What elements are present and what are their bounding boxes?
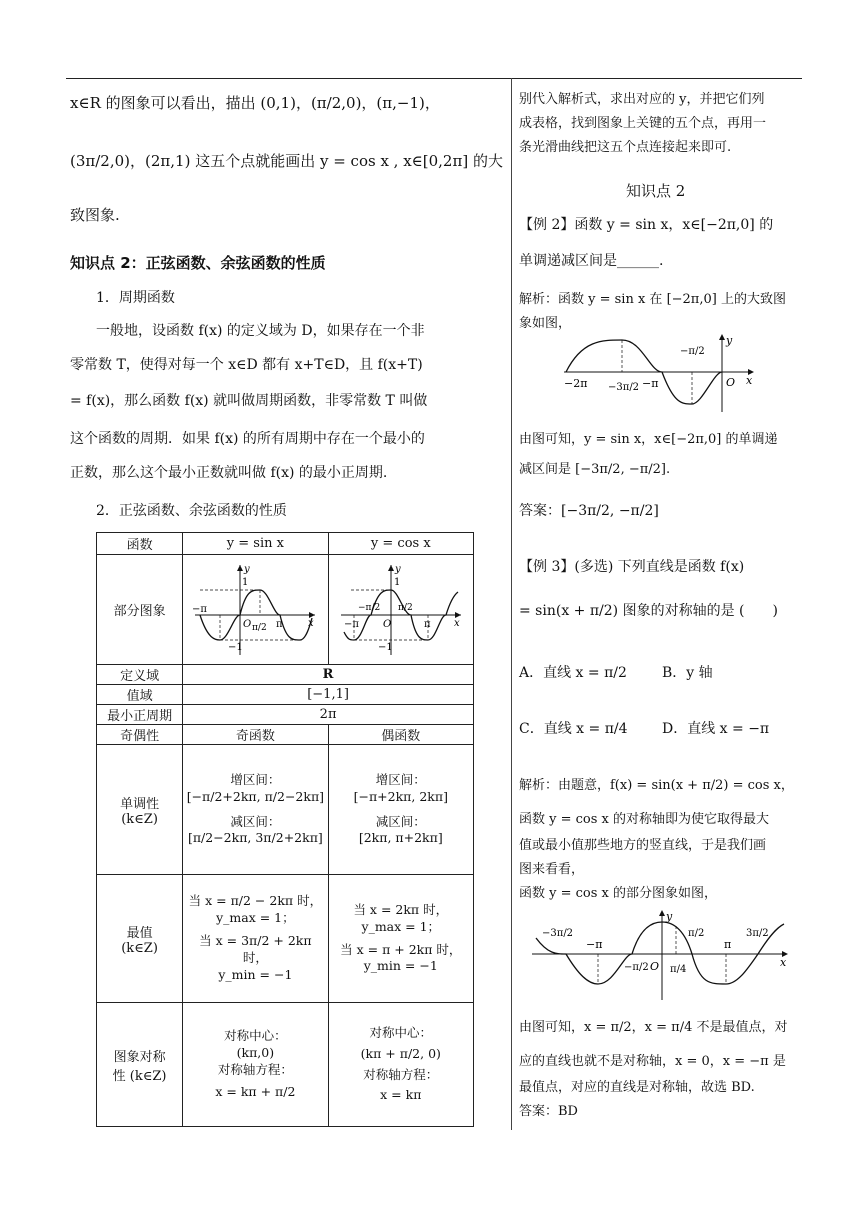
fig2-label-x: x (780, 956, 787, 969)
table-row (97, 665, 474, 685)
cos-parity: 偶函数 (328, 725, 473, 745)
para-line: = f(x)，那么函数 f(x) 就叫做周期函数，非零常数 T 叫做 (70, 393, 428, 409)
sin-symmetry (183, 1003, 328, 1127)
row-label: 部分图象 (97, 555, 183, 665)
example3-answer: 答案：BD (519, 1104, 578, 1119)
subheading-periodic: 1．周期函数 (96, 290, 175, 306)
fig1-label-y: y (726, 334, 733, 347)
table-row (97, 705, 474, 725)
para-line: 一般地，设函数 f(x) 的定义域为 D，如果存在一个非 (96, 323, 425, 339)
example3-after1: 由图可知，x = π/2，x = π/4 不是最值点，对 (519, 1020, 788, 1035)
cell-line: 减区间： (375, 813, 426, 829)
fig2-label-3pi-half: 3π/2 (746, 928, 769, 939)
fig2-label-pi-quarter: π/4 (670, 964, 687, 975)
properties-table (96, 532, 474, 1127)
cos-symmetry (328, 1003, 473, 1127)
example3-solution5: 函数 y = cos x 的部分图象如图， (519, 886, 718, 901)
option-b: B．y 轴 (662, 665, 713, 681)
cell-line: 增区间： (375, 771, 426, 787)
graph-label-origin: O (243, 618, 252, 630)
example3-solution3: 值或最小值那些地方的竖直线，于是我们画 (519, 838, 767, 853)
graph-label-one: 1 (242, 576, 249, 588)
cell-line: 对称中心： (224, 1027, 287, 1043)
example3-after2: 应的直线也就不是对称轴，x = 0，x = −π 是 (519, 1054, 786, 1069)
fig1-label-neg2pi: −2π (564, 377, 588, 390)
cell-line: 减区间： (230, 813, 281, 829)
cell-line: [π/2−2kπ, 3π/2+2kπ] (187, 830, 323, 846)
mono-label: 单调性 (120, 796, 160, 812)
graph-label-half-pi: π/2 (252, 622, 268, 633)
sin-graph (190, 560, 320, 660)
fig2-label-negpi: −π (586, 938, 603, 951)
intro-line-3: 致图象. (70, 206, 120, 224)
cell-line: 当 x = 2kπ 时， (353, 901, 449, 917)
cell-line: x = kπ (380, 1087, 422, 1103)
example3-solution4: 图来看看， (519, 862, 585, 877)
fig2-label-y: y (666, 910, 673, 923)
cos-graph-cell (328, 555, 473, 665)
option-c: C．直线 x = π/4 (519, 721, 628, 737)
range-value: [−1,1] (183, 685, 474, 705)
table-header-cell: 函数 (97, 533, 183, 555)
subheading-properties: 2．正弦函数、余弦函数的性质 (96, 503, 287, 519)
fig2-label-pi: π (724, 938, 732, 951)
fig2-label-pi-half: π/2 (688, 928, 705, 939)
cos-graph (336, 560, 466, 660)
graph-label-neg-half-pi: −π/2 (357, 602, 380, 613)
table-row (97, 875, 474, 1003)
graph-label-one: 1 (393, 576, 401, 588)
graph-label-x: x (308, 617, 315, 629)
extreme-label-k: (k∈Z) (121, 940, 158, 956)
row-label: 最小正周期 (97, 705, 183, 725)
table-row (97, 533, 474, 555)
fig1-label-x: x (746, 374, 753, 387)
fig2-label-neg3pi-half: −3π/2 (542, 928, 574, 939)
graph-label-origin: O (382, 618, 391, 630)
intro-line-2: (3π/2,0)，(2π,1) 这五个点就能画出 y = cos x , x∈[0,2π] 的大 (70, 152, 503, 170)
graph-label-neg-pi: −π (192, 603, 208, 615)
table-row (97, 725, 474, 745)
cos-extreme (328, 875, 473, 1003)
cell-line: (kπ + π/2, 0) (360, 1045, 441, 1061)
row-label: 定义域 (97, 665, 183, 685)
option-d: D．直线 x = −π (662, 721, 770, 737)
cell-line: [−π/2+2kπ, π/2−2kπ] (186, 788, 325, 804)
example2-solution2: 象如图， (519, 316, 572, 331)
example2-line2: 单调递减区间是______. (519, 253, 664, 269)
graph-label-pi: π (423, 618, 431, 630)
cell-line: 当 x = π + 2kπ 时， (340, 941, 462, 957)
extreme-label: 最值 (126, 925, 153, 941)
cell-line: 当 x = 3π/2 + 2kπ 时， (199, 933, 312, 965)
cell-line: x = kπ + π/2 (215, 1084, 296, 1100)
symmetry-label-k: 性 (k∈Z) (112, 1068, 167, 1084)
example3-line1: 【例 3】(多选) 下列直线是函数 f(x) (519, 559, 745, 575)
symmetry-label: 图象对称 (113, 1049, 166, 1065)
sin-parity: 奇函数 (183, 725, 328, 745)
cell-line: 对称轴方程： (217, 1061, 293, 1077)
para-line: 零常数 T，使得对每一个 x∈D 都有 x+T∈D，且 f(x+T) (70, 357, 423, 373)
cos-monotonic (328, 745, 473, 875)
example3-after3: 最值点，对应的直线是对称轴，故选 BD. (519, 1080, 755, 1095)
fig1-label-origin: O (726, 376, 736, 389)
example2-solution1: 解析：函数 y = sin x 在 [−2π,0] 上的大致图 (519, 292, 786, 307)
example2-after2: 减区间是 [−3π/2, −π/2]. (519, 462, 671, 477)
row-label (97, 745, 183, 875)
graph-label-neg-pi: −π (343, 618, 359, 630)
example3-solution2: 函数 y = cos x 的对称轴即为使它取得最大 (519, 812, 770, 827)
graph-label-x: x (453, 617, 460, 629)
right-top-line: 别代入解析式，求出对应的 y，并把它们列 (519, 92, 765, 107)
fig1-label-neg3pi-half: −3π/2 (608, 382, 640, 393)
graph-label-y: y (394, 563, 401, 575)
period-value: 2π (183, 705, 474, 725)
domain-value: R (183, 665, 474, 685)
sin-monotonic (183, 745, 328, 875)
sin-extreme (183, 875, 328, 1003)
row-label (97, 875, 183, 1003)
table-row (97, 745, 474, 875)
graph-label-neg-one: −1 (228, 641, 244, 653)
example2-sin-figure (562, 332, 758, 416)
cell-line: (kπ,0) (236, 1044, 275, 1060)
graph-label-half-pi: π/2 (397, 602, 413, 613)
cell-line: y_max = 1； (216, 910, 295, 926)
example2-after1: 由图可知，y = sin x，x∈[−2π,0] 的单调递 (519, 432, 778, 447)
knowledge-point-title: 知识点 2 (626, 182, 686, 200)
para-line: 这个函数的周期．如果 f(x) 的所有周期中存在一个最小的 (70, 431, 425, 447)
table-row (97, 1003, 474, 1127)
graph-label-y: y (244, 563, 251, 575)
example3-line2: = sin(x + π/2) 图象的对称轴的是 ( ) (519, 603, 778, 619)
fig1-label-negpi: −π (642, 377, 659, 390)
example3-cos-figure (528, 908, 794, 1008)
table-row (97, 685, 474, 705)
cell-line: [−π+2kπ, 2kπ] (353, 788, 448, 804)
row-label (97, 1003, 183, 1127)
mono-label-k: (k∈Z) (121, 811, 158, 827)
cell-line: 当 x = π/2 − 2kπ 时， (188, 893, 323, 909)
cell-line: y_min = −1 (218, 966, 293, 982)
section-heading: 知识点 2：正弦函数、余弦函数的性质 (70, 254, 326, 272)
graph-label-pi: π (276, 618, 283, 630)
row-label: 奇偶性 (97, 725, 183, 745)
table-header-cell: y = cos x (328, 533, 473, 555)
table-header-cell: y = sin x (183, 533, 328, 555)
sin-graph-cell (183, 555, 328, 665)
fig2-label-negpi-half: −π/2 (624, 962, 649, 973)
intro-line-1: x∈R 的图象可以看出，描出 (0,1)，(π/2,0)，(π,−1)， (70, 94, 440, 112)
table-row (97, 555, 474, 665)
column-divider (511, 78, 512, 1130)
right-top-line: 成表格，找到图象上关键的五个点，再用一 (519, 116, 767, 131)
fig1-label-negpi-half: −π/2 (680, 346, 705, 357)
cell-line: y_max = 1； (361, 918, 441, 934)
fig2-label-origin: O (650, 960, 660, 973)
para-line: 正数，那么这个最小正数就叫做 f(x) 的最小正周期. (70, 465, 388, 481)
row-label: 值域 (97, 685, 183, 705)
cell-line: y_min = −1 (363, 958, 438, 974)
option-a: A．直线 x = π/2 (519, 665, 627, 681)
example3-solution1: 解析：由题意，f(x) = sin(x + π/2) = cos x， (519, 778, 794, 793)
cell-line: 增区间： (230, 771, 281, 787)
example2-line1: 【例 2】函数 y = sin x，x∈[−2π,0] 的 (519, 217, 774, 233)
cell-line: 对称中心： (369, 1024, 433, 1040)
top-rule (66, 78, 802, 79)
cell-line: [2kπ, π+2kπ] (358, 830, 443, 846)
graph-label-neg-one: −1 (377, 641, 393, 653)
cell-line: 对称轴方程： (363, 1066, 439, 1082)
example2-answer: 答案：[−3π/2, −π/2] (519, 503, 659, 519)
right-top-line: 条光滑曲线把这五个点连接起来即可. (519, 140, 732, 155)
